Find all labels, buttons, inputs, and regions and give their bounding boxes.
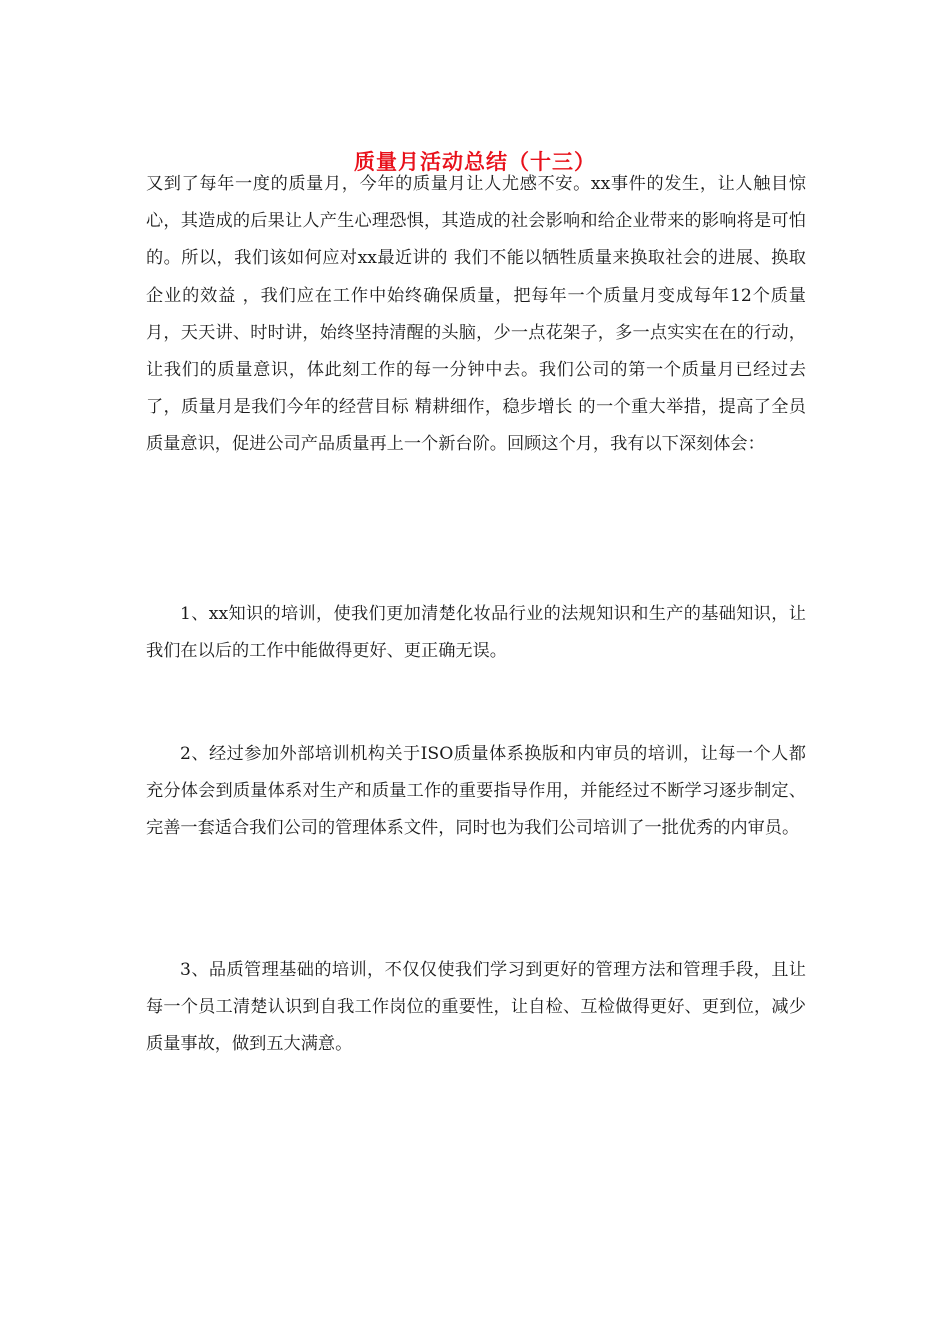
point-paragraph-3: 3、品质管理基础的培训，不仅仅使我们学习到更好的管理方法和管理手段，且让每一个员工清楚认识到自我工作岗位的重要性，让自检、互检做得更好、更到位，减少质量事故，做到五大满意。 [146, 960, 806, 1055]
intro-paragraph: 又到了每年一度的质量月，今年的质量月让人尤感不安。xx事件的发生，让人触目惊心，其造成的后果让人产生心理恐惧，其造成的社会影响和给企业带来的影响将是可怕的。所以，我们该如何应对xx最近讲的 我们不能以牺牲质量来换取社会的进展、换取企业的效益 ，我们应在工作中始终确保质量，把每年一个质量月变成每年12个质量月，天天讲、时时讲，始终坚持清醒的头脑，少一点花架子，多一点实实在在的行动，让我们的质量意识，体此刻工作的每一分钟中去。我们公司的第一个质量月已经过去了，质量月是我们今年的经营目标 精耕细作，稳步增长 的一个重大举措，提高了全员质量意识，促进公司产品质量再上一个新台阶。回顾这个月，我有以下深刻体会： [146, 174, 806, 455]
point-paragraph-1: 1、xx知识的培训，使我们更加清楚化妆品行业的法规知识和生产的基础知识，让我们在以后的工作中能做得更好、更正确无误。 [146, 604, 806, 662]
document-title: 质量月活动总结（十三） [354, 149, 596, 174]
point-paragraph-2: 2、经过参加外部培训机构关于ISO质量体系换版和内审员的培训，让每一个人都充分体会到质量体系对生产和质量工作的重要指导作用，并能经过不断学习逐步制定、完善一套适合我们公司的管理体系文件，同时也为我们公司培训了一批优秀的内审员。 [146, 744, 806, 839]
